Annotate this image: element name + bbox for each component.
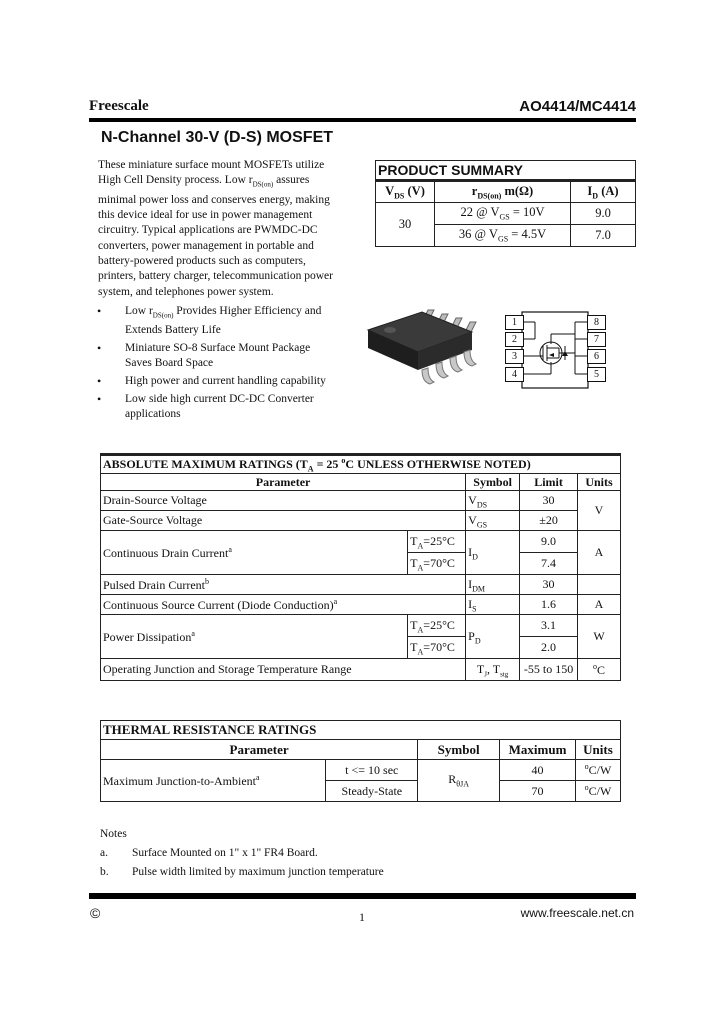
intro-line: These miniature surface mount MOSFETs utilize — [98, 159, 325, 171]
table-row: $T_A=70^\circ C$ 2.0 — [101, 637, 621, 659]
footer-rule — [89, 893, 636, 899]
col-maximum: Maximum — [500, 740, 576, 760]
part-number: AO4414/MC4414 — [519, 98, 636, 115]
pinout-diagram — [505, 310, 605, 390]
header-id: $I_D$ (A) — [571, 181, 636, 203]
table-row: Maximum Junction-to-Ambient$^a$ t <= 10 sec $R_{\theta JA}$ 40 $^o$C/W — [101, 760, 621, 781]
brand-name: Freescale — [89, 98, 149, 114]
page-title: N-Channel 30-V (D-S) MOSFET — [101, 129, 334, 146]
pin-8: 8 — [587, 315, 606, 330]
table-row: $T_A=70^\circ C$ 7.4 — [101, 553, 621, 575]
thermal-resistance-ratings — [100, 720, 621, 802]
pin-5: 5 — [587, 367, 606, 382]
pin-2: 2 — [505, 332, 524, 347]
id-value: 9.0 — [571, 203, 636, 225]
header-rule — [89, 118, 636, 122]
table-row: Operating Junction and Storage Temperature Range $T_J$, $T_{stg}$ -55 to 150 $^o$C — [101, 659, 621, 681]
feature-item: • Low $r_{DS(on)}$ Provides Higher Efficiency and Extends Battery Life — [97, 304, 347, 338]
col-symbol: Symbol — [418, 740, 500, 760]
page-number: 1 — [359, 910, 365, 924]
intro-line: battery-powered products such as computers, — [98, 255, 306, 268]
intro-line: High Cell Density process. Low $r_{DS(on)}$ assures — [98, 174, 310, 189]
intro-paragraph — [98, 158, 348, 300]
absolute-maximum-ratings — [100, 453, 621, 681]
table-row: Continuous Source Current (Diode Conduction)$^a$ $I_S$ 1.6 A — [101, 595, 621, 615]
rds-value: 22 @ $V_{GS} = 10V$ — [435, 203, 571, 225]
table-row: Power Dissipation$^a$ $T_A=25^\circ C$ $P_D$ 3.1 W — [101, 615, 621, 637]
header-rds: $r_{DS(on)}$ m(Ω) — [435, 181, 571, 203]
footer-url[interactable]: www.freescale.net.cn — [520, 906, 634, 920]
product-summary-title: PRODUCT SUMMARY — [376, 161, 636, 181]
col-limit: Limit — [520, 474, 578, 491]
pin-1: 1 — [505, 315, 524, 330]
pin-3: 3 — [505, 349, 524, 364]
note-b: b. Pulse width limited by maximum junction temperature — [100, 866, 384, 878]
table-row: Drain-Source Voltage $V_{DS}$ 30 V — [101, 491, 621, 511]
intro-line: converters, power management in portable and — [98, 239, 314, 252]
notes-title: Notes — [100, 828, 127, 840]
copyright-icon: © — [90, 905, 101, 921]
rds-value: 36 @ $V_{GS} = 4.5V$ — [435, 225, 571, 247]
pin-6: 6 — [587, 349, 606, 364]
table-row: Gate-Source Voltage $V_{GS}$ ±20 — [101, 511, 621, 531]
feature-list — [97, 304, 347, 425]
table-row: Pulsed Drain Current$^b$ $I_{DM}$ 30 — [101, 575, 621, 595]
pin-7: 7 — [587, 332, 606, 347]
col-symbol: Symbol — [466, 474, 520, 491]
intro-line: this device ideal for use in power management — [98, 209, 313, 222]
intro-line: system, and telephones power system. — [98, 285, 274, 298]
abs-max-title: ABSOLUTE MAXIMUM RATINGS ($T_A = 25$ $^o$C UNLESS OTHERWISE NOTED) — [101, 455, 621, 474]
id-value: 7.0 — [571, 225, 636, 247]
col-parameter: Parameter — [101, 474, 466, 491]
pin-4: 4 — [505, 367, 524, 382]
so8-package-image — [360, 300, 480, 395]
header-vds: $V_{DS}$ (V) — [376, 181, 435, 203]
table-row: Steady-State 70 $^o$C/W — [101, 781, 621, 802]
note-a: a. Surface Mounted on 1" x 1" FR4 Board. — [100, 847, 318, 859]
thermal-title: THERMAL RESISTANCE RATINGS — [101, 721, 621, 740]
intro-line: circuitry. Typical applications are PWMDC-DC — [98, 224, 318, 237]
col-units: Units — [575, 740, 620, 760]
feature-item: • Low side high current DC-DC Converter applications — [97, 392, 347, 422]
col-units: Units — [578, 474, 621, 491]
table-row: Continuous Drain Current$^a$ $T_A=25^\circ C$ $I_D$ 9.0 A — [101, 531, 621, 553]
notes — [100, 825, 384, 882]
feature-item: • High power and current handling capability — [97, 374, 347, 389]
intro-line: printers, battery charger, telecommunication power — [98, 270, 333, 283]
feature-item: • Miniature SO-8 Surface Mount Package Saves Board Space — [97, 341, 347, 371]
vds-value: 30 — [376, 203, 435, 247]
intro-line: minimal power loss and conserves energy, making — [98, 193, 330, 206]
col-parameter: Parameter — [101, 740, 418, 760]
product-summary — [375, 160, 636, 247]
